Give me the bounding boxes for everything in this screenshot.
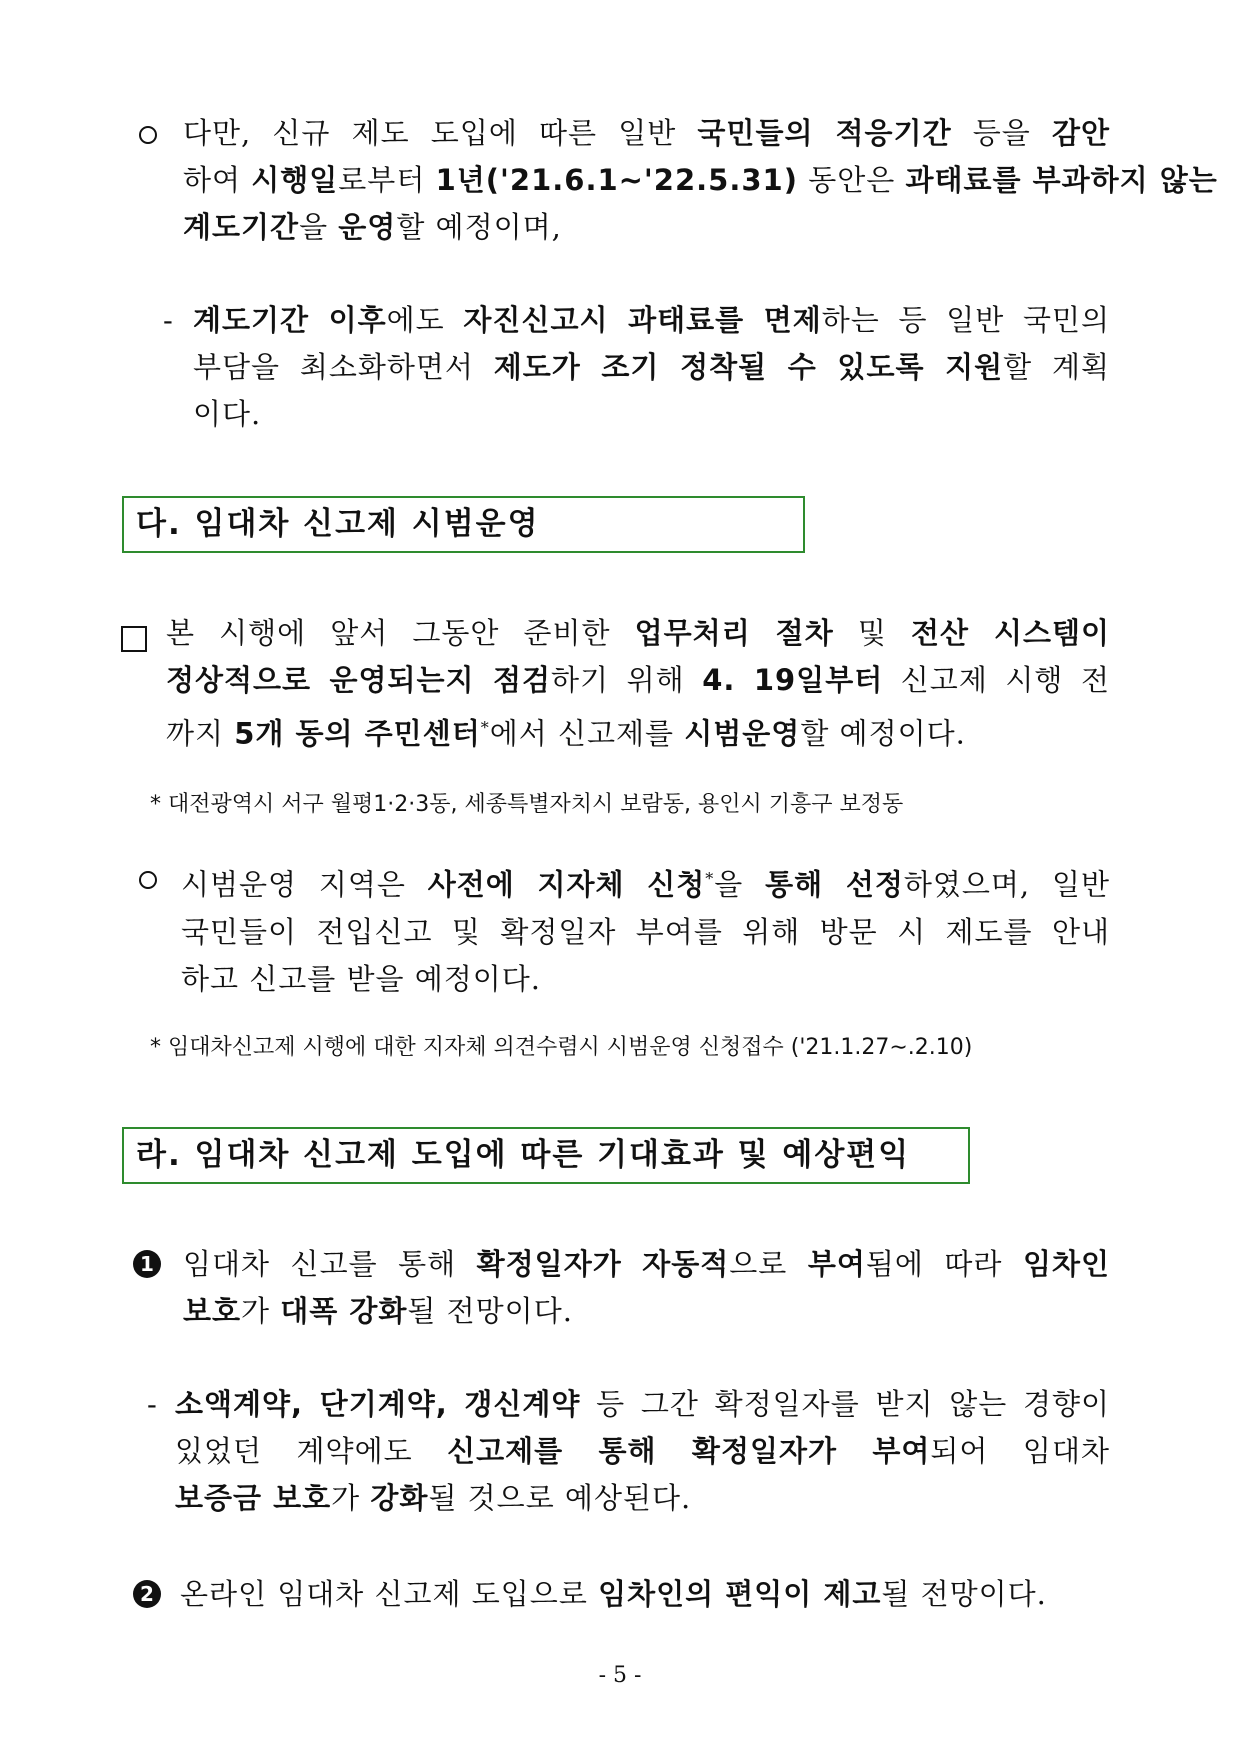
footnote-application: * 임대차신고제 시행에 대한 지자체 의견수렴시 시범운영 신청접수 ('21.1.27∼.2.10) (150, 1035, 973, 1060)
text-line: 하고 신고를 받을 예정이다. (181, 961, 542, 996)
text-line: 본 시행에 앞서 그동안 준비한 업무처리 절차 및 전산 시스템이 (166, 616, 1110, 650)
text-line: 보증금 보호가 강화될 것으로 예상된다. (175, 1481, 692, 1515)
number-two-icon: 2 (133, 1580, 161, 1608)
paragraph-effect-1-detail (175, 1381, 1110, 1522)
paragraph-after-grace (193, 297, 1110, 438)
section-heading-pilot: 다. 임대차 신고제 시범운영 (122, 496, 805, 553)
paragraph-effect-1 (183, 1241, 1110, 1335)
text-line: 하여 시행일로부터 1년('21.6.1~'22.5.31) 동안은 과태료를 부과하지 않는 (183, 163, 1218, 197)
paragraph-pilot-areas (181, 855, 1110, 1003)
bullet-circle-icon (139, 871, 157, 889)
text-line: 온라인 임대차 신고제 도입으로 임차인의 편익이 제고될 전망이다. (180, 1577, 1047, 1611)
text-line: 소액계약, 단기계약, 갱신계약 등 그간 확정일자를 받지 않는 경향이 (175, 1387, 1110, 1421)
text-line: 다만, 신규 제도 도입에 따른 일반 국민들의 적응기간 등을 감안 (183, 116, 1110, 150)
number-one-icon: 1 (133, 1250, 161, 1278)
text-line: 부담을 최소화하면서 제도가 조기 정착될 수 있도록 지원할 계획 (193, 350, 1110, 384)
bullet-circle-icon (139, 126, 157, 144)
bullet-square-icon (121, 626, 147, 652)
text-line: 임대차 신고를 통해 확정일자가 자동적으로 부여됨에 따라 임차인 (183, 1247, 1110, 1281)
dash-marker: - (147, 1387, 157, 1421)
footnote-pilot-areas: * 대전광역시 서구 월평1·2·3동, 세종특별자치시 보람동, 용인시 기흥구 보정동 (150, 792, 904, 817)
text-line: 이다. (193, 397, 262, 431)
paragraph-effect-2 (180, 1571, 1110, 1618)
text-line: 계도기간 이후에도 자진신고시 과태료를 면제하는 등 일반 국민의 (193, 303, 1110, 337)
page-number: - 5 - (598, 1663, 642, 1688)
text-line: 있었던 계약에도 신고제를 통해 확정일자가 부여되어 임대차 (175, 1434, 1110, 1468)
paragraph-grace-period (183, 110, 1218, 251)
text-line: 정상적으로 운영되는지 점검하기 위해 4. 19일부터 신고제 시행 전 (166, 663, 1110, 697)
text-line: 국민들이 전입신고 및 확정일자 부여를 위해 방문 시 제도를 안내 (181, 914, 1110, 949)
text-line: 계도기간을 운영할 예정이며, (183, 210, 562, 244)
dash-marker: - (163, 303, 173, 337)
paragraph-pilot-intro (166, 610, 1110, 758)
text-line: 까지 5개 동의 주민센터*에서 신고제를 시범운영할 예정이다. (166, 716, 966, 751)
section-heading-effects: 라. 임대차 신고제 도입에 따른 기대효과 및 예상편익 (122, 1127, 970, 1184)
text-line: 보호가 대폭 강화될 전망이다. (183, 1294, 573, 1328)
text-line: 시범운영 지역은 사전에 지자체 신청*을 통해 선정하였으며, 일반 (181, 867, 1110, 902)
